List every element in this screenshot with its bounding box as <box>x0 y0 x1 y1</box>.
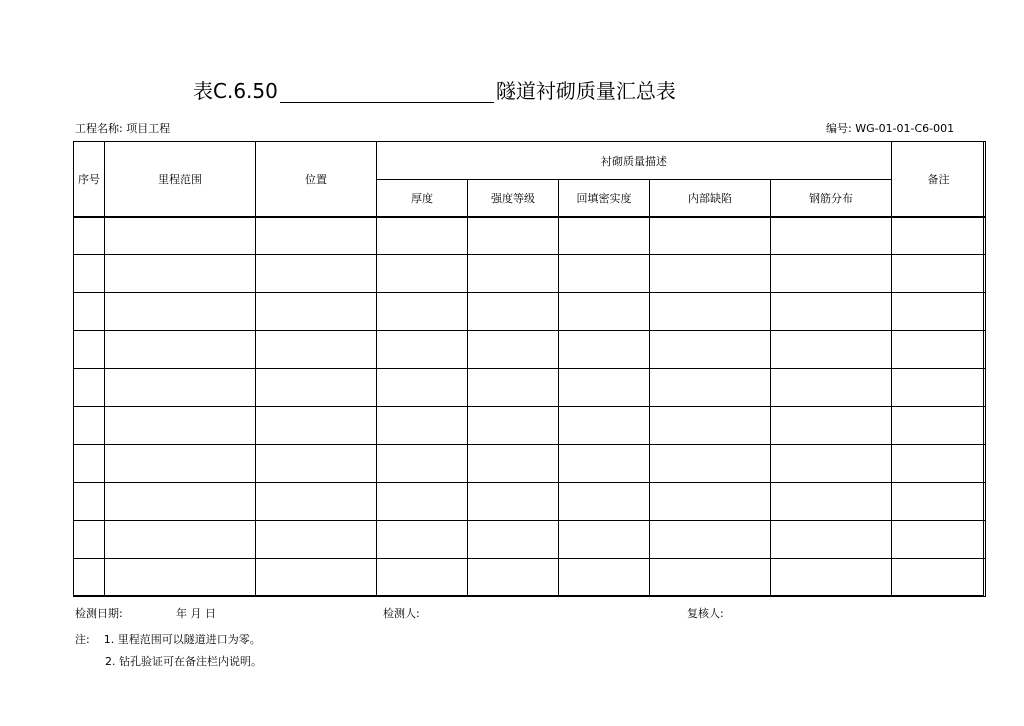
table-cell <box>771 521 892 559</box>
table-cell <box>650 407 771 445</box>
table-row <box>74 483 986 521</box>
table-cell <box>892 483 986 521</box>
header-rebar: 钢筋分布 <box>771 180 892 217</box>
table-cell <box>468 331 559 369</box>
header-thickness: 厚度 <box>377 180 468 217</box>
table-cell <box>771 407 892 445</box>
table-cell <box>771 255 892 293</box>
table-cell <box>74 445 105 483</box>
table-cell <box>74 407 105 445</box>
table-cell <box>74 331 105 369</box>
table-cell <box>771 483 892 521</box>
table-cell <box>771 217 892 255</box>
table-cell <box>892 445 986 483</box>
table-cell <box>892 407 986 445</box>
table-cell <box>74 217 105 255</box>
table-cell <box>771 559 892 597</box>
table-cell <box>468 255 559 293</box>
table-cell <box>892 559 986 597</box>
table-row <box>74 369 986 407</box>
inspection-date-units: 年 月 日 <box>176 607 216 620</box>
header-mileage: 里程范围 <box>105 142 256 217</box>
table-cell <box>771 369 892 407</box>
table-cell <box>256 217 377 255</box>
table-cell <box>771 293 892 331</box>
table-cell <box>892 255 986 293</box>
table-cell <box>256 255 377 293</box>
table-cell <box>468 445 559 483</box>
table-cell <box>377 331 468 369</box>
table-cell <box>74 255 105 293</box>
header-strength: 强度等级 <box>468 180 559 217</box>
table-cell <box>377 255 468 293</box>
header-defects: 内部缺陷 <box>650 180 771 217</box>
table-cell <box>468 483 559 521</box>
table-cell <box>377 521 468 559</box>
table-cell <box>74 559 105 597</box>
table-cell <box>256 559 377 597</box>
table-cell <box>256 521 377 559</box>
table-cell <box>468 217 559 255</box>
table-cell <box>377 445 468 483</box>
table-cell <box>559 445 650 483</box>
table-cell <box>377 559 468 597</box>
table-cell <box>74 369 105 407</box>
table-cell <box>468 369 559 407</box>
note-2-text: 2. 钻孔验证可在备注栏内说明。 <box>105 655 262 668</box>
table-cell <box>105 331 256 369</box>
table-cell <box>256 445 377 483</box>
table-row <box>74 293 986 331</box>
table-cell <box>892 369 986 407</box>
table-cell <box>105 369 256 407</box>
table-row <box>74 521 986 559</box>
table-cell <box>256 483 377 521</box>
table-cell <box>650 521 771 559</box>
table-cell <box>771 445 892 483</box>
table-cell <box>256 331 377 369</box>
table-cell <box>650 293 771 331</box>
header-row-1 <box>74 142 986 180</box>
table-cell <box>377 407 468 445</box>
table-cell <box>74 293 105 331</box>
table-cell <box>892 293 986 331</box>
table-cell <box>468 559 559 597</box>
table-cell <box>468 293 559 331</box>
header-remarks: 备注 <box>892 142 986 217</box>
table-cell <box>377 483 468 521</box>
table-row <box>74 407 986 445</box>
table-cell <box>105 483 256 521</box>
table-cell <box>377 293 468 331</box>
note-1-text: 1. 里程范围可以隧道进口为零。 <box>103 633 261 646</box>
table-cell <box>650 369 771 407</box>
table-row <box>74 559 986 597</box>
table-row <box>74 445 986 483</box>
header-backfill: 回填密实度 <box>559 180 650 217</box>
table-cell <box>559 331 650 369</box>
table-cell <box>650 483 771 521</box>
table-cell <box>377 217 468 255</box>
table-cell <box>892 521 986 559</box>
inspector-label: 检测人: <box>383 607 420 620</box>
table-cell <box>559 293 650 331</box>
title-prefix: 表C.6.50 <box>193 79 278 103</box>
table-cell <box>892 331 986 369</box>
table-cell <box>74 521 105 559</box>
table-cell <box>105 293 256 331</box>
table-cell <box>256 369 377 407</box>
document-code: 编号: WG-01-01-C6-001 <box>826 122 955 135</box>
table-row <box>74 255 986 293</box>
table-cell <box>105 521 256 559</box>
table-cell <box>650 217 771 255</box>
note-2 <box>75 651 262 673</box>
table-cell <box>559 255 650 293</box>
table-cell <box>256 293 377 331</box>
table-cell <box>559 369 650 407</box>
table-cell <box>559 559 650 597</box>
note-1 <box>75 629 262 651</box>
table-row <box>74 331 986 369</box>
title-suffix: 隧道衬砌质量汇总表 <box>495 79 676 103</box>
quality-summary-table <box>73 141 986 597</box>
table-cell <box>105 445 256 483</box>
project-name: 工程名称: 项目工程 <box>75 122 171 135</box>
table-cell <box>377 369 468 407</box>
table-row <box>74 217 986 255</box>
table-cell <box>559 521 650 559</box>
table-cell <box>105 407 256 445</box>
table-cell <box>105 559 256 597</box>
table-cell <box>468 407 559 445</box>
table-cell <box>559 407 650 445</box>
reviewer-label: 复核人: <box>687 607 724 620</box>
table-cell <box>74 483 105 521</box>
notes-block <box>75 629 262 673</box>
document-title <box>193 73 676 103</box>
table-cell <box>559 217 650 255</box>
table-cell <box>650 445 771 483</box>
table-cell <box>256 407 377 445</box>
table-cell <box>559 483 650 521</box>
table-cell <box>892 217 986 255</box>
header-lining-quality: 衬砌质量描述 <box>377 142 892 180</box>
table-cell <box>105 255 256 293</box>
table-cell <box>771 331 892 369</box>
table-cell <box>650 255 771 293</box>
table-cell <box>650 331 771 369</box>
inspection-date-label: 检测日期: <box>75 607 123 620</box>
table-cell <box>468 521 559 559</box>
notes-label: 注: <box>75 633 90 646</box>
header-seq: 序号 <box>74 142 105 217</box>
title-blank-line <box>280 78 494 103</box>
table-cell <box>650 559 771 597</box>
table-cell <box>105 217 256 255</box>
header-position: 位置 <box>256 142 377 217</box>
